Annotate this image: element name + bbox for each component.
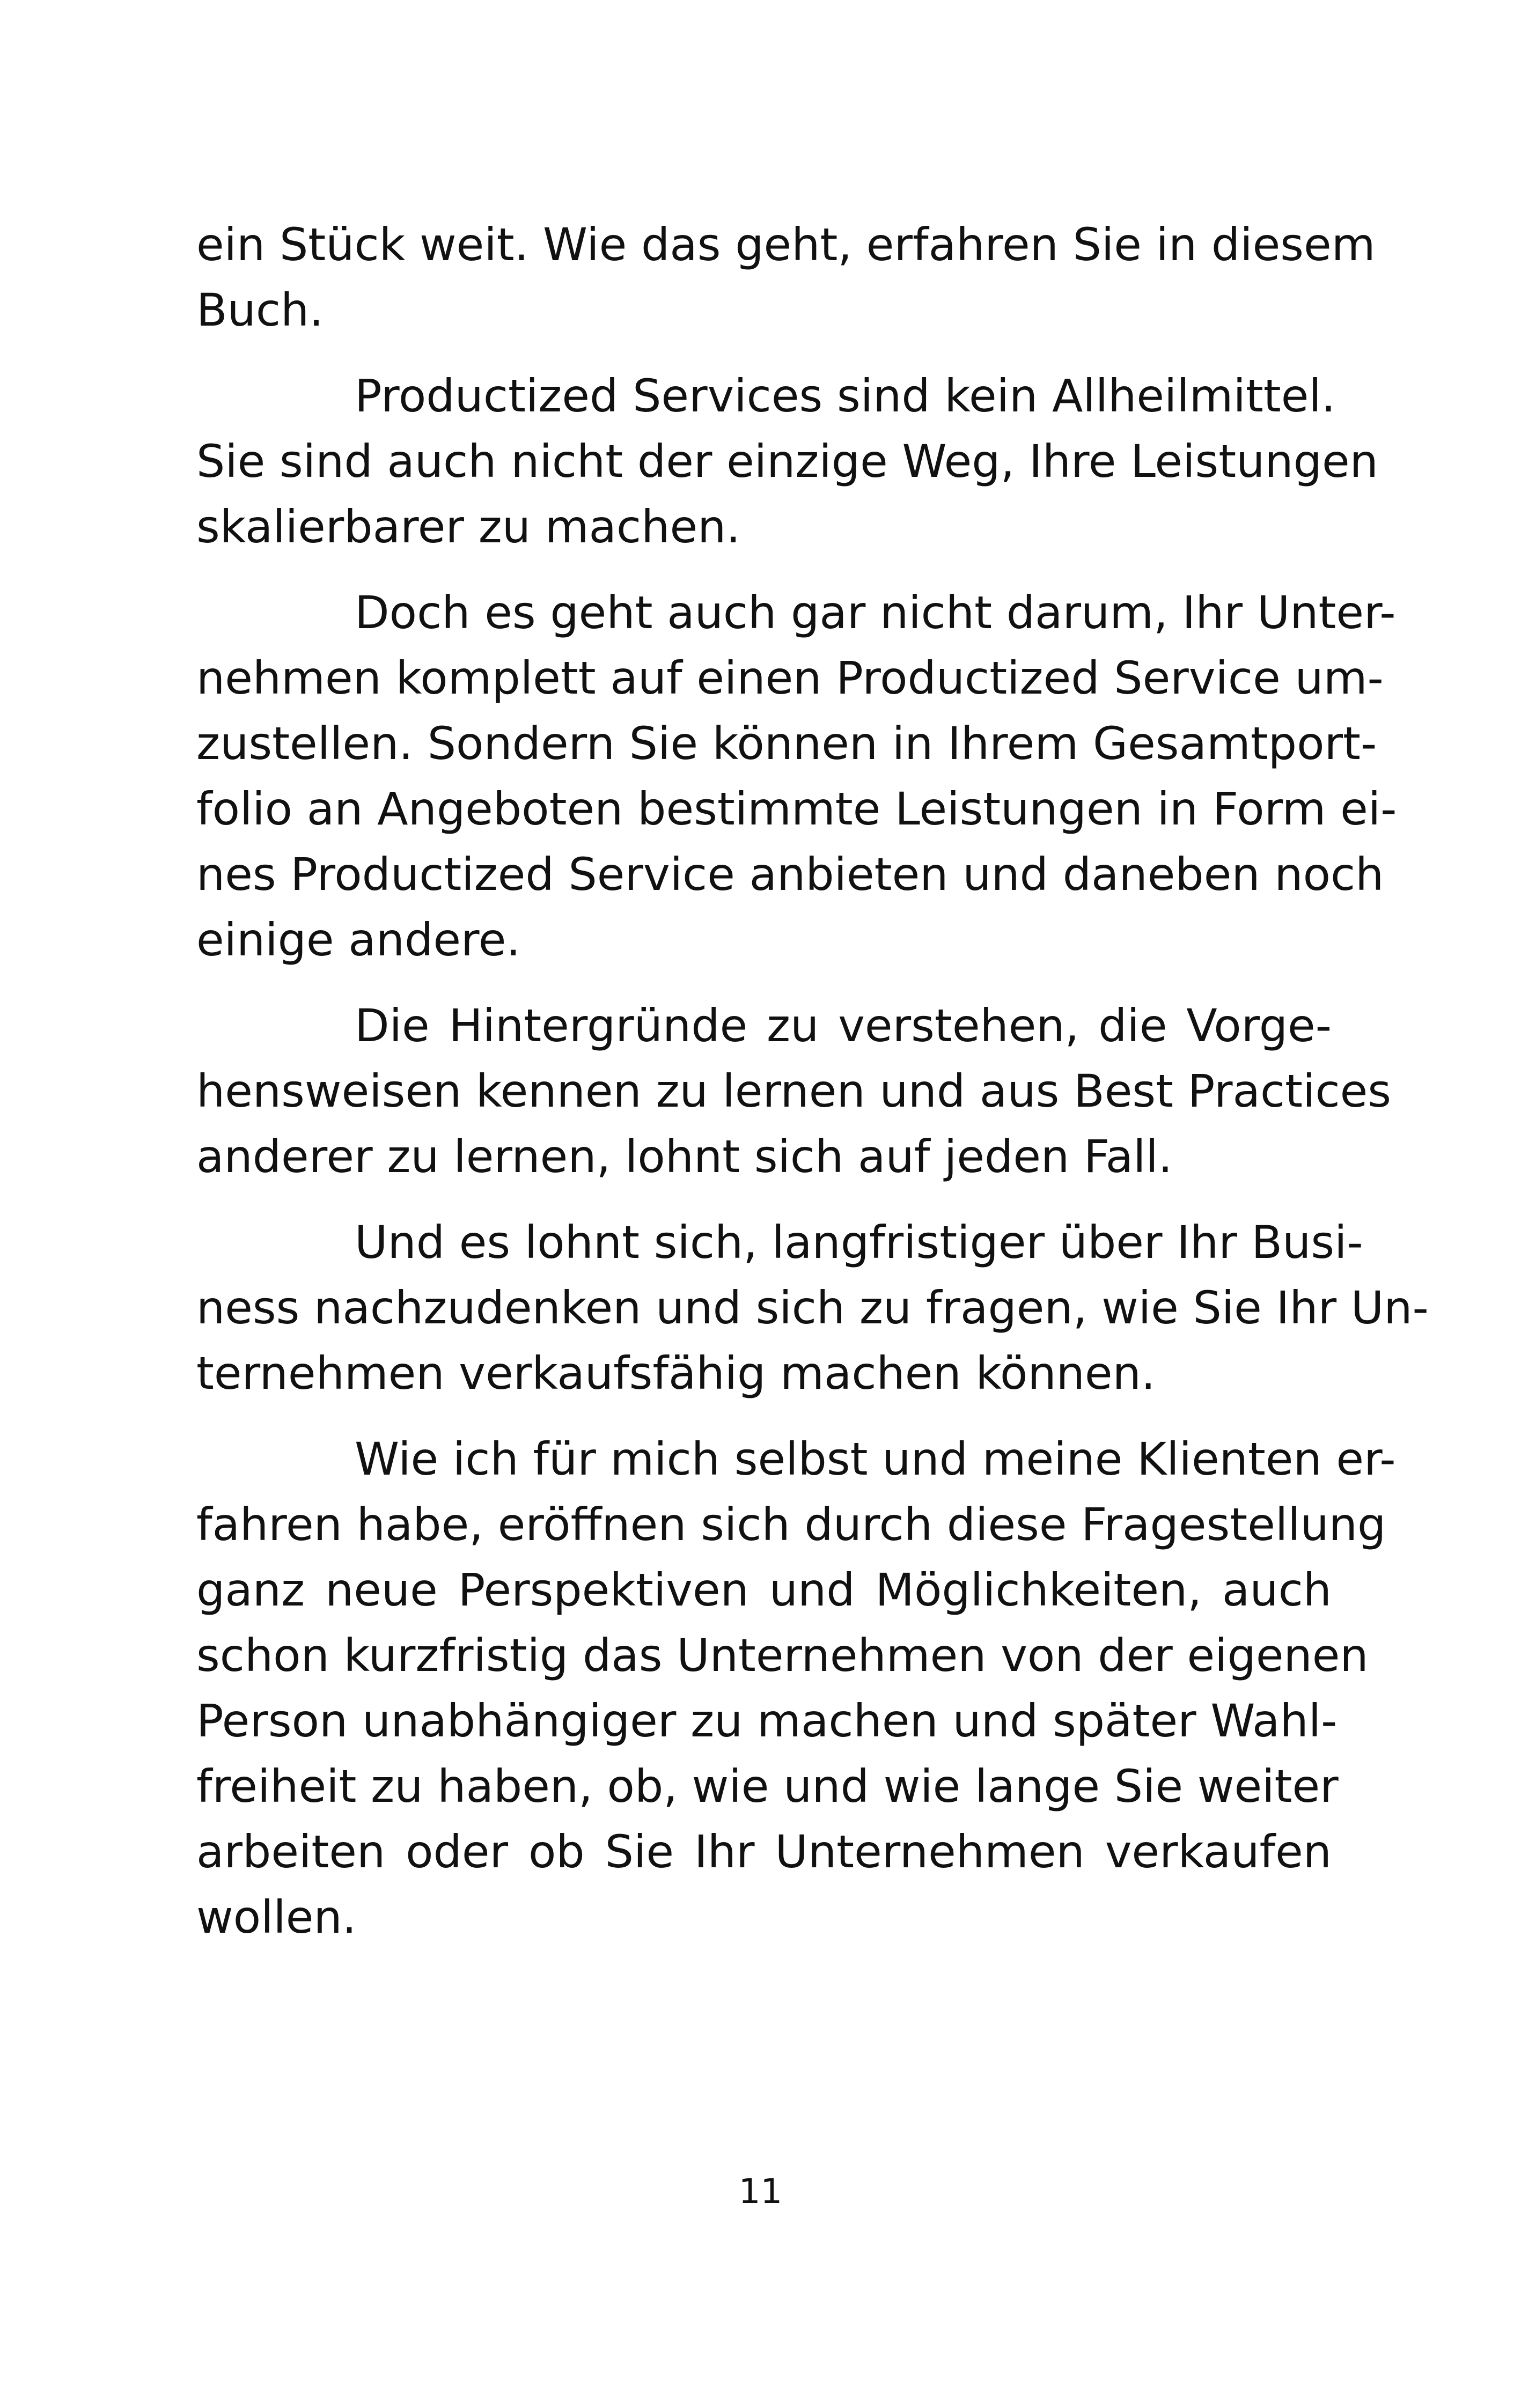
text-line: anderer zu lernen, lohnt sich auf jeden Fall. — [196, 1130, 1173, 1183]
body-text — [196, 212, 1429, 1970]
text-line: Wie ich für mich selbst und meine Klienten er- — [355, 1433, 1396, 1485]
text-line: Die Hintergründe zu verstehen, die Vorge- — [355, 999, 1332, 1052]
text-line: skalierbarer zu machen. — [196, 500, 741, 553]
text-line: ness nachzudenken und sich zu fragen, wie Sie Ihr Un- — [196, 1282, 1429, 1334]
text-line: zustellen. Sondern Sie können in Ihrem Gesamtport- — [196, 717, 1377, 770]
text-line: einige andere. — [196, 914, 521, 966]
page-number: 11 — [738, 2172, 783, 2212]
text-line: nes Productized Service anbieten und daneben noch — [196, 848, 1384, 901]
text-line: hensweisen kennen zu lernen und aus Best Practices — [196, 1065, 1392, 1117]
text-line: folio an Angeboten bestimmte Leistungen in Form ei- — [196, 783, 1397, 835]
paragraph-5 — [196, 1210, 1429, 1406]
text-line: schon kurzfristig das Unternehmen von der eigenen — [196, 1629, 1369, 1682]
text-line: ganz neue Perspektiven und Möglichkeiten, auch — [196, 1564, 1332, 1616]
text-line: nehmen komplett auf einen Productized Service um- — [196, 652, 1384, 704]
text-line: Und es lohnt sich, langfristiger über Ihr Busi- — [355, 1216, 1363, 1269]
text-line: Sie sind auch nicht der einzige Weg, Ihre Leistungen — [196, 435, 1378, 488]
text-line: Productized Services sind kein Allheilmittel. — [355, 370, 1336, 422]
text-line: wollen. — [196, 1891, 357, 1943]
text-line: ternehmen verkaufsfähig machen können. — [196, 1347, 1156, 1400]
text-line: Person unabhängiger zu machen und später Wahl- — [196, 1695, 1338, 1747]
text-line: ein Stück weit. Wie das geht, erfahren Sie in diesem — [196, 218, 1376, 271]
paragraph-1 — [196, 212, 1376, 343]
text-line: arbeiten oder ob Sie Ihr Unternehmen verkaufen — [196, 1825, 1332, 1878]
paragraph-4 — [196, 993, 1392, 1189]
text-line: Buch. — [196, 284, 324, 336]
text-line: freiheit zu haben, ob, wie und wie lange Sie weiter — [196, 1760, 1339, 1813]
paragraph-6 — [196, 1426, 1396, 1950]
paragraph-3 — [196, 580, 1397, 973]
paragraph-2 — [196, 363, 1378, 559]
text-line: fahren habe, eröffnen sich durch diese Fragestellung — [196, 1498, 1386, 1551]
text-line: Doch es geht auch gar nicht darum, Ihr Unter- — [355, 586, 1396, 639]
